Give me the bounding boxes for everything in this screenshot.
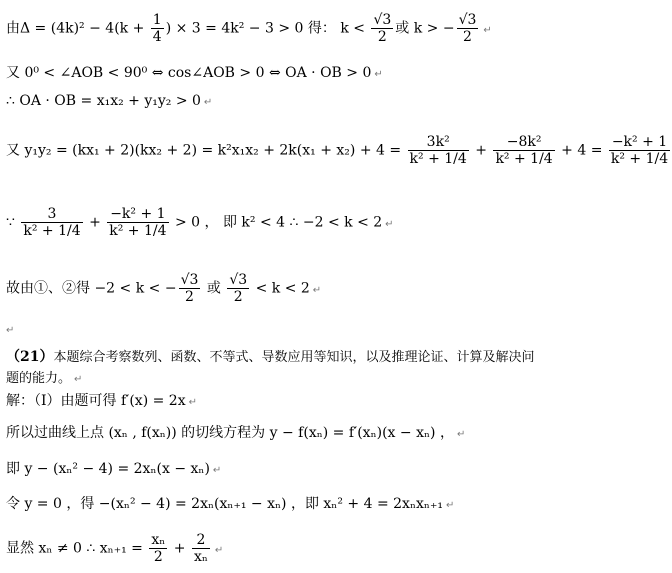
section-21-intro: [6, 347, 536, 390]
paragraph-mark-icon: ↵: [74, 374, 83, 385]
eq-text: k > −: [409, 20, 455, 37]
eq-text: 所以过曲线上点 (xₙ , f(xₙ)) 的切线方程为 y − f(xₙ) = f′(xₙ)(x − xₙ) ，: [6, 425, 454, 441]
paragraph-mark-icon: ↵: [483, 24, 492, 36]
fraction: $\frac{\text{xₙ}}{2}$: [151, 532, 166, 565]
paragraph-mark-icon: ↵: [445, 500, 455, 511]
fraction: $\frac{√3}{2}$: [373, 12, 392, 45]
paragraph-mark-icon: ↵: [203, 97, 213, 108]
eq-text: ∴ OA · OB = x₁x₂ + y₁y₂ > 0: [6, 93, 201, 109]
fraction: $\frac{\text{−k² + 1}}{\text{k² + 1/4}}$: [610, 134, 669, 167]
line-set-y-zero: [6, 497, 454, 511]
paragraph-mark-icon: ↵: [456, 429, 466, 440]
section-text: 本题综合考察数列、函数、不等式、导数应用等知识，以及推理论证、计算及解决问题的能力。: [6, 350, 535, 386]
line-derivative: [6, 394, 197, 408]
fraction: $\frac{√3}{2}$: [229, 272, 248, 305]
eq-text: 又 y₁y₂ = (kx₁ + 2)(kx₂ + 2) = k²x₁x₂ + 2k(x₁ + x₂) + 4 =: [6, 142, 406, 159]
paragraph-mark-icon: ↵: [385, 218, 394, 230]
eq-text: 又 0⁰ < ∠AOB < 90⁰ ⇔ cos∠AOB > 0 ⇔ OA · OB > 0: [6, 65, 372, 81]
paragraph-mark-icon: ↵: [312, 284, 322, 296]
eq-text: +: [169, 540, 190, 557]
paragraph-mark-icon: ↵: [212, 465, 222, 476]
eq-text: ∵: [6, 214, 20, 231]
line-tangent: [6, 426, 465, 440]
eq-text: 故由①、②得 −2 < k < −: [6, 280, 177, 297]
eq-text: +: [84, 214, 106, 231]
fraction: $\frac{3}{\text{k² + 1/4}}$: [23, 206, 81, 239]
paragraph-mark-icon: ↵: [6, 325, 15, 336]
eq-text: 或: [202, 280, 226, 297]
fraction: $\frac{√3}{2}$: [180, 272, 199, 305]
line-discriminant: [6, 12, 492, 45]
blank-line: [6, 322, 14, 336]
line-recurrence: [6, 532, 223, 565]
eq-text: +: [470, 142, 492, 159]
eq-text: + 4 =: [556, 142, 607, 159]
line-tangent-expanded: [6, 462, 221, 476]
paragraph-mark-icon: ↵: [188, 397, 197, 408]
paragraph-mark-icon: ↵: [374, 69, 383, 80]
eq-text: ) × 3 = 4k² − 3 > 0 得： k <: [165, 20, 370, 37]
eq-text: < k < 2: [251, 280, 310, 297]
paragraph-mark-icon: ↵: [214, 544, 224, 556]
line-angle-condition: [6, 66, 383, 80]
fraction: $\frac{√3}{2}$: [458, 12, 477, 45]
eq-text: 或: [395, 20, 410, 37]
line-inequality: [6, 206, 394, 239]
fraction: $\frac{1}{4}$: [152, 12, 162, 45]
line-dot-product: [6, 94, 212, 108]
fraction: $\frac{2}{\text{xₙ}}$: [193, 532, 208, 565]
fraction: $\frac{\text{−k² + 1}}{\text{k² + 1/4}}$: [109, 206, 167, 239]
eq-text: 解：（Ⅰ）由题可得 f′(x) = 2x: [6, 393, 186, 409]
fraction: $\frac{\text{3k²}}{\text{k² + 1/4}}$: [409, 134, 467, 167]
eq-text: > 0 ， 即 k² < 4 ∴ −2 < k < 2: [170, 214, 383, 231]
eq-text: 显然 xₙ ≠ 0 ∴ xₙ₊₁ =: [6, 540, 148, 557]
section-number: （21）: [6, 349, 54, 365]
line-conclusion: [6, 272, 321, 305]
eq-text: 由Δ = (4k)² − 4(k +: [6, 20, 149, 37]
eq-text: 即 y − (xₙ² − 4) = 2xₙ(x − xₙ): [6, 461, 210, 477]
line-y1y2: [6, 134, 672, 167]
fraction: $\frac{\text{−8k²}}{\text{k² + 1/4}}$: [495, 134, 553, 167]
eq-text: 令 y = 0 ，得 −(xₙ² − 4) = 2xₙ(xₙ₊₁ − xₙ) ，即 xₙ² + 4 = 2xₙxₙ₊₁: [6, 496, 443, 512]
